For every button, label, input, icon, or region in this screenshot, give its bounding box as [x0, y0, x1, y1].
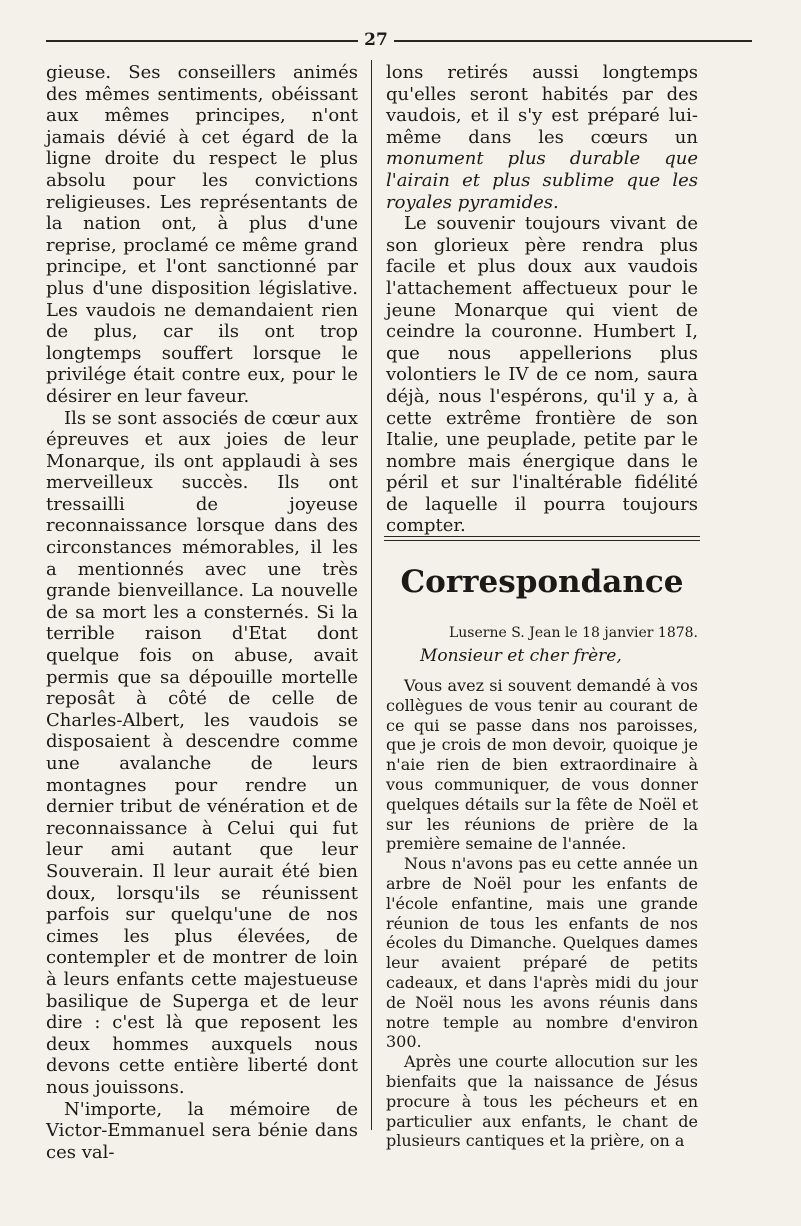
column-divider [371, 60, 372, 1130]
header-rule-left [46, 40, 358, 42]
left-paragraph-2: Ils se sont associés de cœur aux épreuves et aux joies de leur Monarque, ils ont applaudi à ses merveilleux succès. Ils ont tressailli de joyeuse reconnaissance lorsque dans des circonstances mémorables, il les a mentionnés avec une très grande bienveillance. La nouvelle de sa mort les a consternés. Si la terrible raison d'Etat dont quelque fois on abuse, avait permis que sa dépouille mortelle reposât à côté de celle de Charles-Albert, les vaudois se disposaient à descendre comme une avalanche de leurs montagnes pour rendre un dernier tribut de vénération et de reconnaissance à Celui qui fut leur ami autant que leur Souverain. Il leur aurait été bien doux, lorsqu'ils se réunissent parfois sur quelqu'une de nos cimes les plus élevées, de contempler et de montrer de loin à leurs enfants cette majestueuse basilique de Superga et de leur dire : c'est là que reposent les deux hommes auxquels nous devons cette entière liberté dont nous jouissons. [46, 407, 358, 1098]
right-paragraph-1 [386, 62, 698, 213]
right-paragraph-1-text: lons retirés aussi longtemps qu'elles seront habités par des vaudois, et il s'y est préparé lui-même dans les cœurs un [386, 62, 698, 148]
left-paragraph-3: N'importe, la mémoire de Victor-Emmanuel sera bénie dans ces val- [46, 1098, 358, 1163]
letter-paragraph-3: Après une courte allocution sur les bienfaits que la naissance de Jésus procure à tous les pécheurs et en particulier aux enfants, le chant de plusieurs cantiques et la prière, on a [386, 1052, 698, 1151]
page-number: 27 [364, 30, 388, 50]
section-title: Correspondance [400, 564, 684, 600]
right-paragraph-1-italic: monument plus durable que l'airain et plus sublime que les royales pyramides. [386, 148, 698, 213]
right-paragraph-2: Le souvenir toujours vivant de son glorieux père rendra plus facile et plus doux aux vaudois l'attachement affectueux pour le jeune Monarque qui vient de ceindre la couronne. Humbert I, que nous appellerions plus volontiers le IV de ce nom, saura déjà, nous l'espérons, qu'il y a, à cette extrême frontière de son Italie, une peuplade, petite par le nombre mais énergique dans le péril et sur l'inaltérable fidélité de laquelle il pourra toujours compter. [386, 213, 698, 537]
left-paragraph-1: gieuse. Ses conseillers animés des mêmes sentiments, obéissant aux mêmes principes, n'ont jamais dévié à cet égard de la ligne droite du respect le plus absolu pour les convictions religieuses. Les représentants de la nation ont, à plus d'une reprise, proclamé ce même grand principe, et l'ont sanctionné par plus d'une disposition législative. Les vaudois ne demandaient rien de plus, car ils ont trop longtemps souffert lorsque le privilége était contre eux, pour le désirer en leur faveur. [46, 62, 358, 407]
letter-body [386, 676, 698, 1151]
letter-dateline: Luserne S. Jean le 18 janvier 1878. [448, 625, 698, 641]
letter-paragraph-1: Vous avez si souvent demandé à vos collègues de vous tenir au courant de ce qui se passe dans nos paroisses, que je crois de mon devoir, quoique je n'aie rien de bien extraordinaire à vous communiquer, de vous donner quelques détails sur la fête de Noël et sur les réunions de prière de la première semaine de l'année. [386, 676, 698, 854]
letter-paragraph-2: Nous n'avons pas eu cette année un arbre de Noël pour les enfants de l'école enfantine, mais une grande réunion de tous les enfants de nos écoles du Dimanche. Quelques dames leur avaient préparé de petits cadeaux, et dans l'après midi du jour de Noël nous les avons réunis dans notre temple au nombre d'environ 300. [386, 854, 698, 1052]
section-divider [384, 536, 700, 541]
header-rule-right [394, 40, 752, 42]
right-column [386, 62, 698, 537]
page-header [46, 28, 752, 52]
letter-salutation: Monsieur et cher frère, [420, 646, 622, 666]
left-column [46, 62, 358, 1163]
